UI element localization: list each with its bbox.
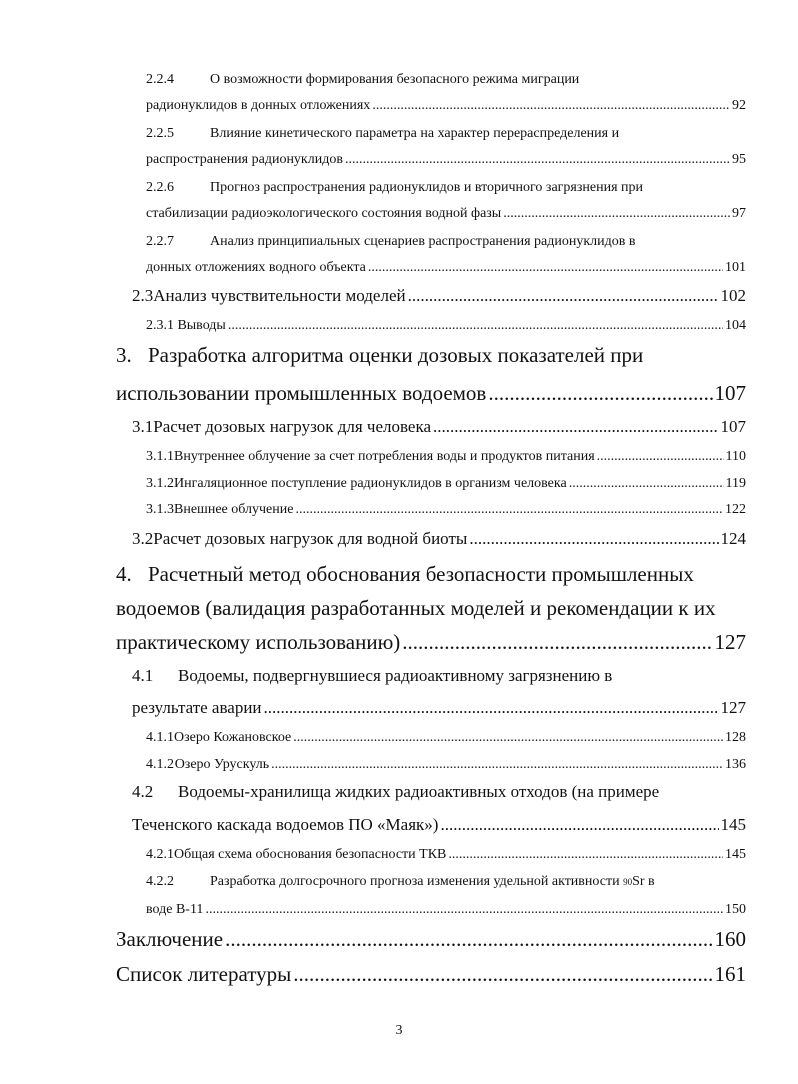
toc-number: 4.1 — [132, 666, 154, 685]
toc-number: 3.1.3 — [146, 502, 174, 517]
toc-title-line2: распространения радионуклидов — [146, 152, 343, 167]
leader-dots — [488, 381, 712, 406]
toc-page: 107 — [714, 381, 746, 405]
toc-title-line1: Анализ принципиальных сценариев распространения радионуклидов в — [210, 234, 636, 249]
toc-title: Анализ чувствительности моделей — [153, 286, 406, 305]
toc-title-line2: Теченского каскада водоемов ПО «Маяк») — [132, 815, 439, 834]
toc-number: 3.2 — [132, 529, 154, 548]
toc-number: 2.3 — [132, 286, 154, 305]
toc-title: Озеро Урускуль — [174, 757, 270, 772]
toc-page: 119 — [725, 476, 746, 491]
toc-title: Расчет дозовых нагрузок для водной биоты — [153, 529, 468, 548]
toc-title: Список литературы — [116, 962, 292, 986]
toc-title-line1: Расчетный метод обоснования безопасности промышленных — [148, 562, 694, 586]
leader-dots — [293, 962, 712, 987]
leader-dots — [408, 286, 719, 306]
toc-title-line1: Разработка долгосрочного прогноза изменения удельной активности — [210, 874, 620, 889]
toc-number: 2.3.1 — [146, 318, 174, 333]
toc-page: 101 — [725, 260, 746, 275]
leader-dots — [372, 98, 730, 114]
document-page: 2.2.4 О возможности формирования безопасного режима миграции радионуклидов в донных отложениях ..... 92 2.2.5 Влияние кинетического параметра на характер перераспределения и распространения радионуклидов ..... 95 2.2.6 Прогноз распространения радионуклидов и вторичного загрязнения при стабилизации радиоэкологического состояния водной фазы ..... 97 2.2.7 Анализ принципиальных сценариев распространения радионуклидов в донных отложениях водного объекта ..... 101 2.3 Анализ чувствительности моделей ..... 102 2.3.1 Выводы ..... 104 3. Разработка алгоритма оценки дозовых показателей при использовании промышленных водоемов ..... 107 3.1 Расчет дозовых нагрузок для человека ..... 107 3.1.1 Внутреннее облучение за счет потребления воды и продуктов питания ..... 110 3.1.2 Ингаляционное поступление радионуклидов в организм человека ..... 119 3.1.3 Внешнее облучение ..... 122 3.2 Расчет дозовых нагрузок для водной биоты ..... 124 4. Расчетный метод обоснования безопасности промышленных водоемов (валидация разработанных моделей и рекомендации к их практическому использованию) ..... 127 4.1 Водоемы, подвергнувшиеся радиоактивному загрязнению в результате аварии ..... 127 4.1.1 Озеро Кожановское ..... 128 4.1.2 Озеро Урускуль ..... 136 4.2 Водоемы-хранилища жидких радиоактивных отходов (на примере Теченского каскада водоемов ПО «Маяк») ..... 145 4.2.1 Общая схема обоснования безопасности ТКВ ..... 145 4.2.2 Разработка долгосрочного прогноза изменения удельной активности 90 Sr в воде В-11 ..... 150 Заключение ..... 160 Список литературы ..... 161 3 — [0, 0, 798, 1084]
toc-number: 2.2.7 — [146, 234, 174, 249]
toc-page: 127 — [714, 630, 746, 654]
toc-title-line1: О возможности формирования безопасного режима миграции — [210, 72, 580, 87]
toc-number: 4. — [116, 562, 132, 586]
toc-number: 3.1 — [132, 417, 154, 436]
toc-page: 102 — [720, 286, 746, 305]
toc-title-line3: практическому использованию) — [116, 630, 401, 654]
toc-title-line1: Влияние кинетического параметра на характер перераспределения и — [210, 126, 620, 141]
toc-page: 95 — [732, 152, 746, 167]
toc-title: Ингаляционное поступление радионуклидов в организм человека — [174, 476, 567, 491]
toc-page: 136 — [725, 757, 746, 772]
toc-page: 150 — [725, 902, 746, 917]
toc-number: 2.2.4 — [146, 72, 174, 87]
toc-title-line1: Разработка алгоритма оценки дозовых показателей при — [148, 343, 644, 367]
toc-title-isotope: Sr в — [632, 874, 655, 889]
toc-title: Расчет дозовых нагрузок для человека — [153, 417, 432, 436]
toc-page: 145 — [720, 815, 746, 834]
toc-number: 3.1.1 — [146, 449, 174, 464]
toc-title-line2: воде В-11 — [146, 902, 204, 917]
leader-dots — [264, 698, 719, 718]
toc-title-line2: донных отложениях водного объекта — [146, 260, 366, 275]
toc-title: Озеро Кожановское — [174, 730, 292, 745]
toc-number: 3. — [116, 343, 132, 367]
leader-dots — [293, 730, 723, 746]
leader-dots — [228, 318, 723, 334]
toc-title-line1: Водоемы-хранилища жидких радиоактивных отходов (на примере — [178, 782, 660, 801]
leader-dots — [205, 902, 723, 918]
toc-number: 4.2.2 — [146, 874, 174, 889]
leader-dots — [295, 502, 723, 518]
toc-page: 92 — [732, 98, 746, 113]
toc-page: 127 — [720, 698, 746, 717]
toc-page: 160 — [714, 927, 746, 951]
toc-title-line2: стабилизации радиоэкологического состояния водной фазы — [146, 206, 502, 221]
leader-dots — [402, 630, 712, 655]
toc-page: 107 — [720, 417, 746, 436]
toc-page: 145 — [725, 847, 746, 862]
leader-dots — [469, 529, 718, 549]
leader-dots — [225, 927, 712, 952]
page-number: 3 — [395, 1023, 403, 1038]
leader-dots — [503, 206, 730, 222]
leader-dots — [597, 449, 724, 465]
toc-title-line2: радионуклидов в донных отложениях — [146, 98, 371, 113]
leader-dots — [433, 417, 718, 437]
toc-title-line2: результате аварии — [132, 698, 262, 717]
toc-title: Общая схема обоснования безопасности ТКВ — [174, 847, 447, 862]
toc-title-line2: использовании промышленных водоемов — [116, 381, 487, 405]
leader-dots — [440, 815, 718, 835]
toc-page: 124 — [720, 529, 746, 548]
toc-page: 128 — [725, 730, 746, 745]
toc-title-line1: Прогноз распространения радионуклидов и вторичного загрязнения при — [210, 180, 644, 195]
toc-title: Внешнее облучение — [174, 502, 294, 517]
toc-title-line2: водоемов (валидация разработанных моделей и рекомендации к их — [116, 596, 716, 620]
leader-dots — [271, 757, 723, 773]
toc-title: Заключение — [116, 927, 224, 951]
toc-title: Внутреннее облучение за счет потребления воды и продуктов питания — [174, 449, 595, 464]
toc-number: 3.1.2 — [146, 476, 174, 491]
leader-dots — [448, 847, 723, 863]
leader-dots — [569, 476, 724, 492]
toc-page: 104 — [725, 318, 746, 333]
leader-dots — [345, 152, 730, 168]
toc-number: 2.2.5 — [146, 126, 174, 141]
toc-number: 4.2.1 — [146, 847, 174, 862]
toc-page: 97 — [732, 206, 746, 221]
toc-page: 161 — [714, 962, 746, 986]
leader-dots — [368, 260, 723, 276]
toc-title-line1: Водоемы, подвергнувшиеся радиоактивному загрязнению в — [178, 666, 613, 685]
toc-number: 4.2 — [132, 782, 154, 801]
toc-page: 110 — [725, 449, 746, 464]
toc-page: 122 — [725, 502, 746, 517]
toc-number: 4.1.1 — [146, 730, 174, 745]
toc-number: 2.2.6 — [146, 180, 174, 195]
toc-title: Выводы — [177, 318, 226, 333]
toc-number: 4.1.2 — [146, 757, 174, 772]
